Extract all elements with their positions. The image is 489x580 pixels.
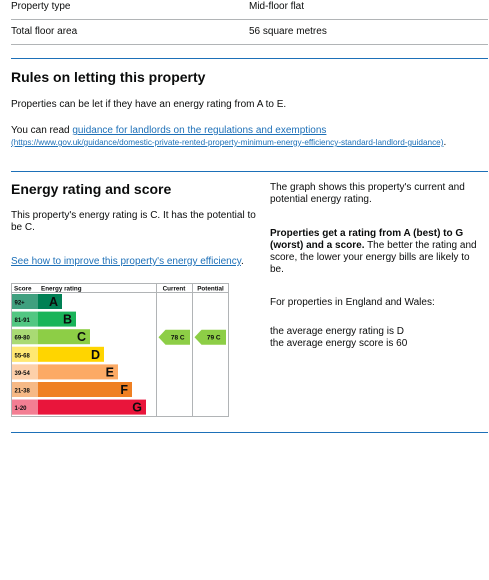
- band-letter: F: [120, 383, 128, 397]
- rating-column-header: Energy rating: [41, 285, 82, 293]
- current-column-header: Current: [162, 285, 186, 293]
- rating-explanation-bold: Properties get a rating from A (best) to G (worst) and a score.: [270, 228, 464, 251]
- band-score-range: 81-91: [14, 318, 30, 325]
- letting-rating-text: Properties can be let if they have an energy rating from A to E.: [11, 99, 287, 110]
- band-letter: E: [105, 365, 114, 380]
- rating-band-b: [12, 312, 76, 327]
- band-score-range: 69-80: [14, 335, 30, 342]
- landlord-guidance-link[interactable]: guidance for landlords on the regulations and exemptions: [72, 125, 327, 136]
- average-score-text: the average energy score is 60: [270, 338, 408, 349]
- marker-label: 78 C: [170, 334, 185, 342]
- marker-label: 79 C: [206, 334, 221, 342]
- band-score-range: 55-68: [14, 353, 30, 360]
- section-divider: [11, 171, 488, 172]
- fact-label: Total floor area: [11, 20, 249, 45]
- band-score-range: 1-20: [14, 406, 27, 413]
- band-score-range: 39-54: [14, 370, 30, 377]
- energy-section: [11, 181, 488, 418]
- fact-label: Property type: [11, 0, 249, 20]
- band-letter: D: [90, 347, 100, 362]
- property-facts-table: [11, 0, 488, 45]
- rating-band-e: [12, 364, 118, 379]
- rating-band-g: [12, 400, 146, 415]
- page-content: [11, 0, 488, 433]
- energy-left-column: [11, 181, 261, 418]
- rating-band-a: [12, 294, 62, 309]
- average-rating-text: the average energy rating is D: [270, 326, 404, 337]
- guidance-prefix: You can read: [11, 125, 73, 136]
- energy-rating-text: This property's energy rating is C. It has the potential to be C.: [11, 210, 256, 233]
- graph-description: The graph shows this property's current and potential energy rating.: [270, 182, 465, 205]
- section-divider: [11, 432, 488, 433]
- rating-explanation-rest: The better the rating and score, the lower your energy bills are likely to be.: [270, 240, 477, 275]
- rating-band-c: [12, 329, 90, 344]
- fact-row: [11, 0, 488, 20]
- band-score-range: 92+: [14, 300, 25, 307]
- landlord-guidance-url-link[interactable]: (https://www.gov.uk/guidance/domestic-private-rented-property-minimum-energy-efficiency-standard-landlord-guidance): [11, 138, 444, 147]
- energy-right-column: [270, 181, 485, 418]
- potential-column-header: Potential: [197, 285, 224, 293]
- band-score-range: 21-38: [14, 388, 30, 395]
- rating-band-f: [12, 382, 132, 397]
- fact-value: 56 square metres: [249, 20, 488, 45]
- rating-explanation: [270, 228, 485, 276]
- score-column-header: Score: [14, 285, 32, 293]
- rating-band-d: [12, 347, 104, 362]
- energy-heading: Energy rating and score: [11, 181, 172, 197]
- band-letter: B: [62, 312, 72, 327]
- england-wales-text: For properties in England and Wales:: [270, 297, 435, 308]
- fact-value: Mid-floor flat: [249, 0, 488, 20]
- letting-heading: Rules on letting this property: [11, 69, 206, 85]
- guidance-suffix: .: [443, 137, 447, 148]
- letting-guidance-text: [11, 125, 488, 149]
- band-letter: A: [48, 295, 58, 309]
- fact-row: [11, 20, 488, 45]
- improve-efficiency-link[interactable]: See how to improve this property's energy efficiency: [11, 256, 241, 267]
- energy-rating-chart: [11, 283, 230, 418]
- band-letter: G: [132, 400, 142, 415]
- improve-text: [11, 256, 261, 268]
- improve-suffix: .: [241, 256, 244, 267]
- section-divider: [11, 58, 488, 59]
- band-letter: C: [76, 330, 86, 345]
